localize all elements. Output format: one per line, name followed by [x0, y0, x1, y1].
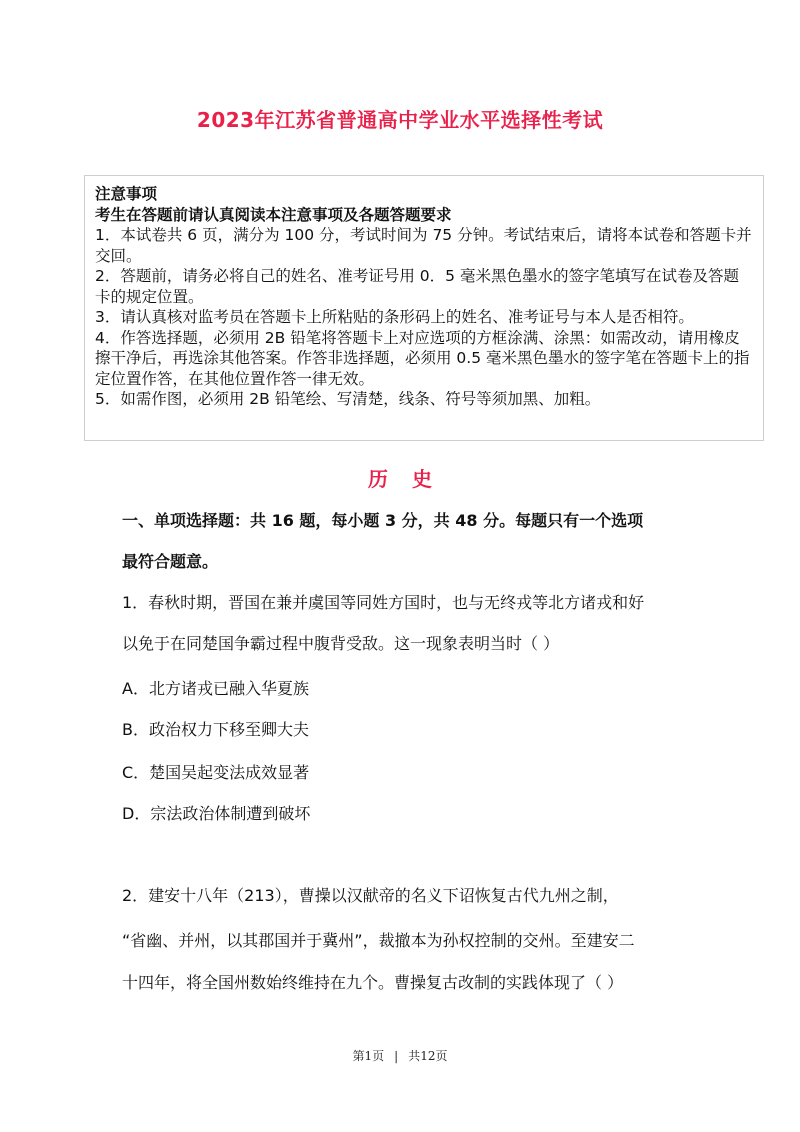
question-2-stem-line2: “省幽、并州，以其郡国并于冀州”，裁撤本为孙权控制的交州。至建安二 [122, 931, 635, 950]
question-1-option-a: A．北方诸戎已融入华夏族 [122, 679, 309, 698]
notice-item: 5．如需作图，必须用 2B 铅笔绘、写清楚，线条、符号等须加黑、加粗。 [95, 390, 601, 408]
exam-title: 2023年江苏省普通高中学业水平选择性考试 [196, 108, 604, 132]
notice-item: 2．答题前，请务必将自己的姓名、准考证号用 0．5 毫米黑色墨水的签字笔填写在试卷及答题卡的规定位置。 [95, 267, 739, 306]
question-1-stem-line2: 以免于在同楚国争霸过程中腹背受敌。这一现象表明当时（ ） [122, 634, 560, 653]
notice-box [84, 175, 764, 441]
page-footer [0, 1047, 800, 1064]
question-1-stem-line1: 1．春秋时期，晋国在兼并虞国等同姓方国时，也与无终戎等北方诸戎和好 [122, 593, 645, 612]
question-2-stem-line1: 2．建安十八年（213），曹操以汉献帝的名义下诏恢复古代九州之制， [122, 886, 619, 905]
subject-title: 历史 [368, 467, 456, 491]
total-pages: 共12页 [408, 1049, 448, 1063]
section-heading-line2: 最符合题意。 [122, 552, 219, 571]
notice-item: 4．作答选择题，必须用 2B 铅笔将答题卡上对应选项的方框涂满、涂黑：如需改动，请用橡皮擦干净后，再选涂其他答案。作答非选择题，必须用 0.5 毫米黑色墨水的签字笔在答题卡上的指定位置作答，在其他位置作答一律无效。 [95, 328, 750, 388]
section-heading-line1: 一、单项选择题：共 16 题，每小题 3 分，共 48 分。每题只有一个选项 [122, 511, 644, 530]
question-1-option-d: D．宗法政治体制遭到破坏 [122, 804, 311, 823]
notice-heading: 注意事项 [95, 185, 158, 203]
footer-separator: | [394, 1049, 399, 1063]
question-1-option-c: C．楚国吴起变法成效显著 [122, 763, 310, 782]
question-1-option-b: B．政治权力下移至卿大夫 [122, 720, 309, 739]
notice-subheading: 考生在答题前请认真阅读本注意事项及各题答题要求 [95, 205, 452, 224]
question-2-stem-line3: 十四年，将全国州数始终维持在九个。曹操复古改制的实践体现了（ ） [122, 973, 624, 992]
notice-item: 3．请认真核对监考员在答题卡上所粘贴的条形码上的姓名、准考证号与本人是否相符。 [95, 308, 694, 326]
notice-item: 1．本试卷共 6 页，满分为 100 分，考试时间为 75 分钟。考试结束后，请将本试卷和答题卡并交回。 [95, 226, 752, 265]
page-number: 第1页 [352, 1049, 385, 1063]
